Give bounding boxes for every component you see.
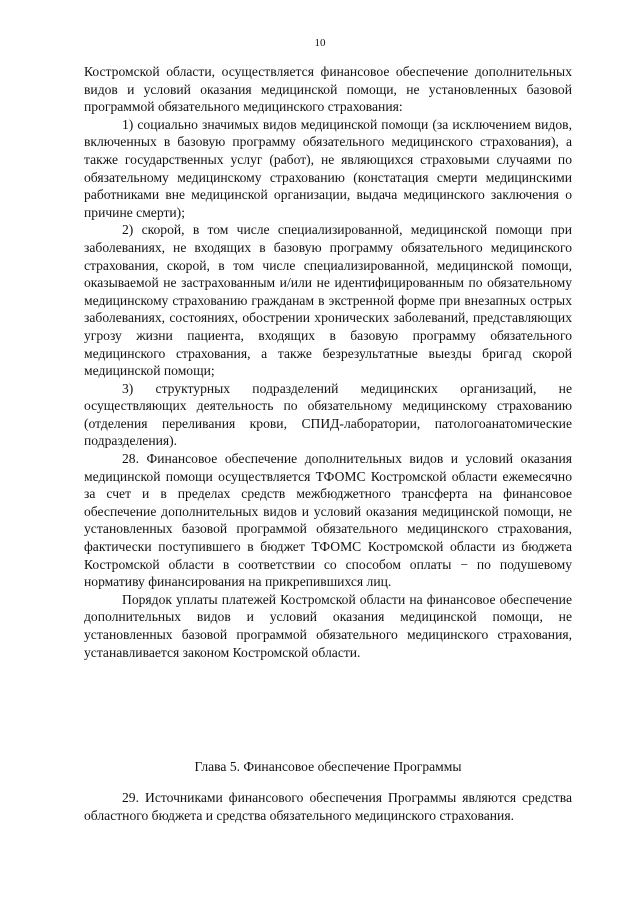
page-number: 10 xyxy=(314,37,326,49)
paragraph-28: 28. Финансовое обеспечение дополнительных видов и условий оказания медицинской помощи осуществляется ТФОМС Костромской области ежемесячно за счет и в пределах средств межбюджетного трансферта на финансовое обеспечение дополнительных видов и условий оказания медицинской помощи, не установленных базовой программой обязательного медицинского страхования, фактически поступившего в бюджет ТФОМС Костромской области из бюджета Костромской области в соответствии со способом оплаты − по подушевому нормативу финансирования на прикрепившихся лиц. xyxy=(84,451,572,590)
chapter-heading: Глава 5. Финансовое обеспечение Программы xyxy=(194,759,462,774)
list-item-3: 3) структурных подразделений медицинских организаций, не осуществляющих деятельность по обязательному медицинскому страхованию (отделения переливания крови, СПИД-лаборатории, патологоанатомические подразделения). xyxy=(84,380,572,449)
paragraph-continuation: Костромской области, осуществляется финансовое обеспечение дополнительных видов и условий оказания медицинской помощи, не установленных базовой программой обязательного медицинского страхования: xyxy=(84,64,572,115)
body-text xyxy=(84,63,572,661)
paragraph-payment-order: Порядок уплаты платежей Костромской области на финансовое обеспечение дополнительных видов и условий оказания медицинской помощи, не установленных базовой программой обязательного медицинского страхования, устанавливается законом Костромской области. xyxy=(84,591,572,660)
list-item-2: 2) скорой, в том числе специализированной, медицинской помощи при заболеваниях, не входящих в базовую программу обязательного медицинского страхования, скорой, в том числе специализированной, медицинской помощи, оказываемой не застрахованным и/или не идентифицированным по обязательному медицинскому страхованию гражданам в экстренной форме при внезапных острых заболеваниях, состояниях, обострении хронических заболеваний, представляющих угрозу жизни пациента, входящих в базовую программу обязательного медицинского страхования, а также безрезультатные выезды бригад скорой медицинской помощи; xyxy=(84,222,572,379)
list-item-1: 1) социально значимых видов медицинской помощи (за исключением видов, включенных в базовую программу обязательного медицинского страхования), а также государственных услуг (работ), не являющихся страховыми случаями по обязательному медицинскому страхованию (констатация смерти медицинскими работниками вне медицинской организации, выдача медицинского заключения о причине смерти); xyxy=(84,116,572,220)
paragraph-29: 29. Источниками финансового обеспечения Программы являются средства областного бюджета и средства обязательного медицинского страхования. xyxy=(84,790,572,823)
final-section xyxy=(84,789,572,824)
